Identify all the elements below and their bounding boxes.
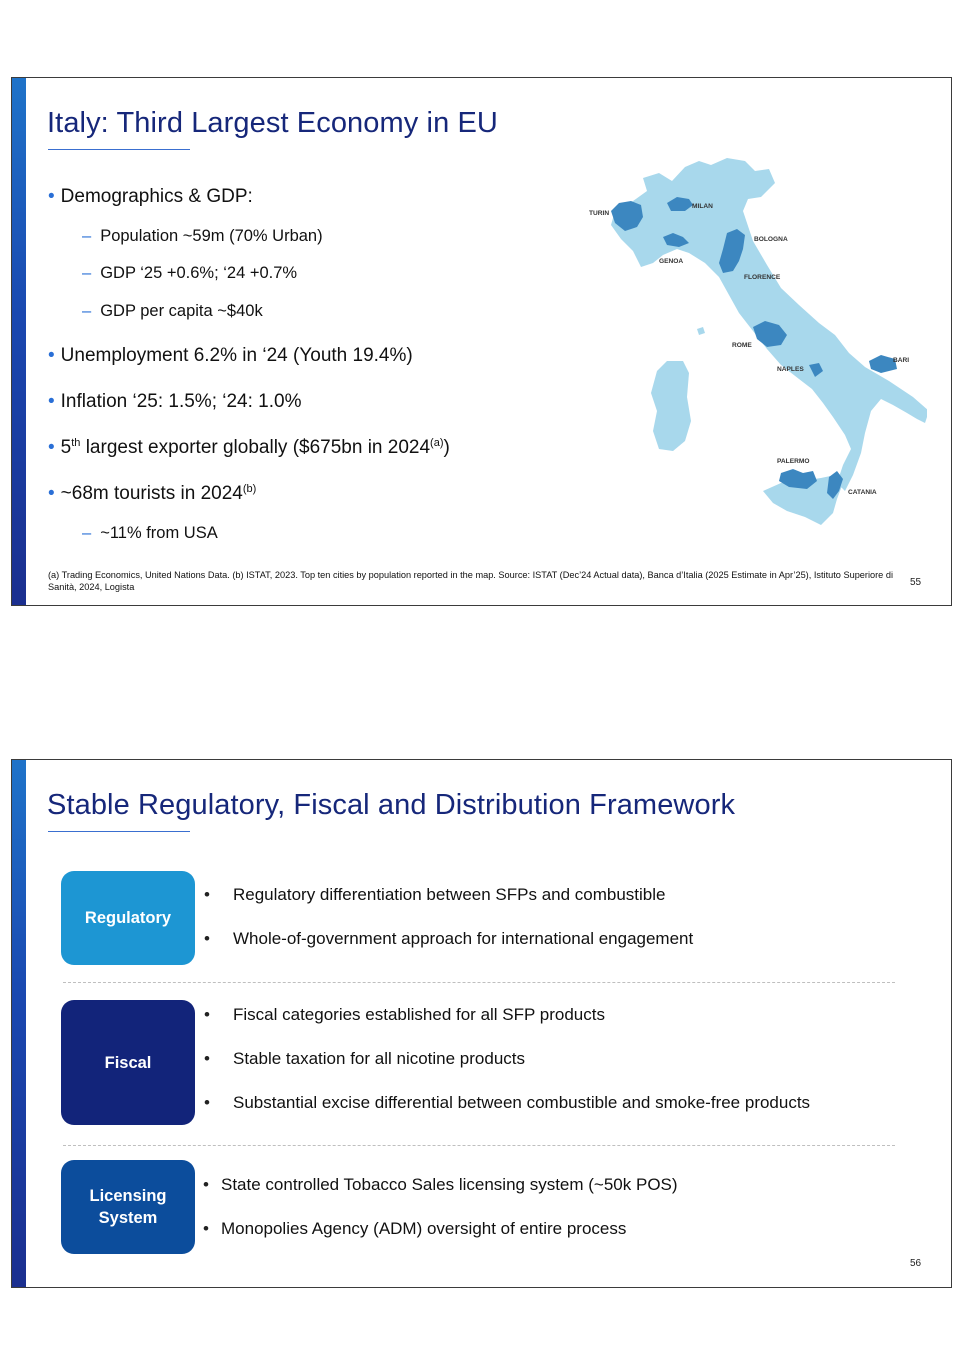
bullet-icon: • bbox=[48, 483, 55, 504]
item-text: Substantial excise differential between combustible and smoke-free products bbox=[233, 1093, 811, 1112]
fiscal-item bbox=[204, 1005, 605, 1025]
bullet-text: Unemployment 6.2% in ‘24 (Youth 19.4%) bbox=[60, 345, 413, 366]
fiscal-label-box bbox=[61, 1000, 195, 1125]
accent-sidebar bbox=[12, 78, 26, 605]
italy-map bbox=[567, 153, 927, 538]
section-divider bbox=[63, 982, 895, 983]
subbullet-gdp-per-capita bbox=[82, 302, 263, 321]
slide-title: Stable Regulatory, Fiscal and Distribution Framework bbox=[47, 789, 736, 821]
city-label-milan: MILAN bbox=[692, 203, 713, 210]
regulatory-label: Regulatory bbox=[84, 909, 172, 927]
item-text: State controlled Tobacco Sales licensing system (~50k POS) bbox=[221, 1175, 678, 1194]
slide-regulatory-framework bbox=[11, 759, 952, 1288]
bullet-exporter bbox=[48, 437, 450, 459]
slide-title: Italy: Third Largest Economy in EU bbox=[47, 107, 498, 139]
bullet-icon: • bbox=[48, 437, 55, 458]
subbullet-text: GDP ‘25 +0.6%; ‘24 +0.7% bbox=[100, 264, 298, 282]
city-label-palermo: PALERMO bbox=[777, 458, 810, 465]
regulatory-item bbox=[204, 929, 694, 949]
title-underline bbox=[48, 149, 190, 150]
regulatory-item bbox=[204, 885, 666, 905]
bullet-text-close: ) bbox=[443, 437, 450, 458]
bullet-inflation bbox=[48, 391, 301, 413]
subbullet-gdp bbox=[82, 264, 297, 283]
sardinia-island bbox=[651, 361, 691, 451]
ordinal-number: 5 bbox=[60, 437, 72, 458]
footnote-ref: (a) bbox=[430, 437, 444, 449]
dash-icon: – bbox=[82, 302, 92, 320]
subbullet-text: ~11% from USA bbox=[100, 524, 218, 542]
city-label-turin: TURIN bbox=[589, 210, 610, 217]
slide-italy-economy bbox=[11, 77, 952, 606]
bullet-icon: • bbox=[204, 1093, 210, 1112]
bullet-unemployment bbox=[48, 345, 413, 367]
bullet-text: largest exporter globally ($675bn in 2024 bbox=[80, 437, 431, 458]
city-label-naples: NAPLES bbox=[777, 366, 804, 373]
subbullet-text: GDP per capita ~$40k bbox=[100, 302, 263, 320]
bullet-demographics bbox=[48, 186, 253, 208]
item-text: Monopolies Agency (ADM) oversight of entire process bbox=[221, 1219, 627, 1238]
page-number: 56 bbox=[910, 1258, 922, 1269]
licensing-label bbox=[89, 1185, 166, 1229]
item-text: Regulatory differentiation between SFPs and combustible bbox=[233, 885, 666, 904]
elba-island bbox=[697, 327, 705, 335]
bullet-text: Demographics & GDP: bbox=[60, 186, 253, 207]
footnote: (a) Trading Economics, United Nations Data. (b) ISTAT, 2023. Top ten cities by population reported in the map. Source: ISTAT (Dec’24 Actual data), Banca d’Italia (2025 Estimate in Apr’25), Istituto Superiore di Sanità, 2024, Logista bbox=[48, 570, 893, 592]
fiscal-item bbox=[204, 1049, 526, 1069]
fiscal-label: Fiscal bbox=[104, 1053, 152, 1072]
item-text: Whole-of-government approach for international engagement bbox=[233, 929, 694, 948]
bullet-icon: • bbox=[204, 929, 210, 948]
bullet-text: Inflation ‘25: 1.5%; ‘24: 1.0% bbox=[60, 391, 302, 412]
city-label-florence: FLORENCE bbox=[744, 274, 781, 281]
licensing-item bbox=[203, 1219, 627, 1239]
ordinal-suffix: th bbox=[71, 437, 81, 449]
bullet-icon: • bbox=[204, 1049, 210, 1068]
accent-sidebar bbox=[12, 760, 26, 1287]
bullet-icon: • bbox=[203, 1219, 209, 1238]
page-number: 55 bbox=[910, 577, 922, 588]
item-text: Stable taxation for all nicotine products bbox=[233, 1049, 526, 1068]
bullet-tourists bbox=[48, 483, 256, 505]
bullet-text: ~68m tourists in 2024 bbox=[60, 483, 243, 504]
city-label-rome: ROME bbox=[732, 342, 752, 349]
licensing-label-box bbox=[61, 1160, 195, 1254]
fiscal-item bbox=[204, 1093, 811, 1113]
dash-icon: – bbox=[82, 227, 92, 245]
subbullet-usa bbox=[82, 524, 218, 543]
bullet-icon: • bbox=[48, 345, 55, 366]
bullet-icon: • bbox=[203, 1175, 209, 1194]
title-underline bbox=[48, 831, 190, 832]
subbullet-text: Population ~59m (70% Urban) bbox=[100, 227, 323, 245]
subbullet-population bbox=[82, 227, 323, 246]
bullet-icon: • bbox=[204, 1005, 210, 1024]
section-divider bbox=[63, 1145, 895, 1146]
licensing-label-line2: System bbox=[98, 1209, 158, 1227]
city-label-bari: BARI bbox=[893, 357, 910, 364]
city-label-bologna: BOLOGNA bbox=[754, 236, 788, 243]
dash-icon: – bbox=[82, 524, 92, 542]
item-text: Fiscal categories established for all SFP products bbox=[233, 1005, 605, 1024]
dash-icon: – bbox=[82, 264, 92, 282]
bullet-icon: • bbox=[48, 391, 55, 412]
city-label-catania: CATANIA bbox=[848, 489, 877, 496]
bullet-icon: • bbox=[204, 885, 210, 904]
city-label-genoa: GENOA bbox=[659, 258, 684, 265]
licensing-label-line1: Licensing bbox=[89, 1187, 167, 1205]
regulatory-label-box bbox=[61, 871, 195, 965]
bullet-icon: • bbox=[48, 186, 55, 207]
footnote-ref: (b) bbox=[242, 483, 257, 495]
licensing-item bbox=[203, 1175, 678, 1195]
